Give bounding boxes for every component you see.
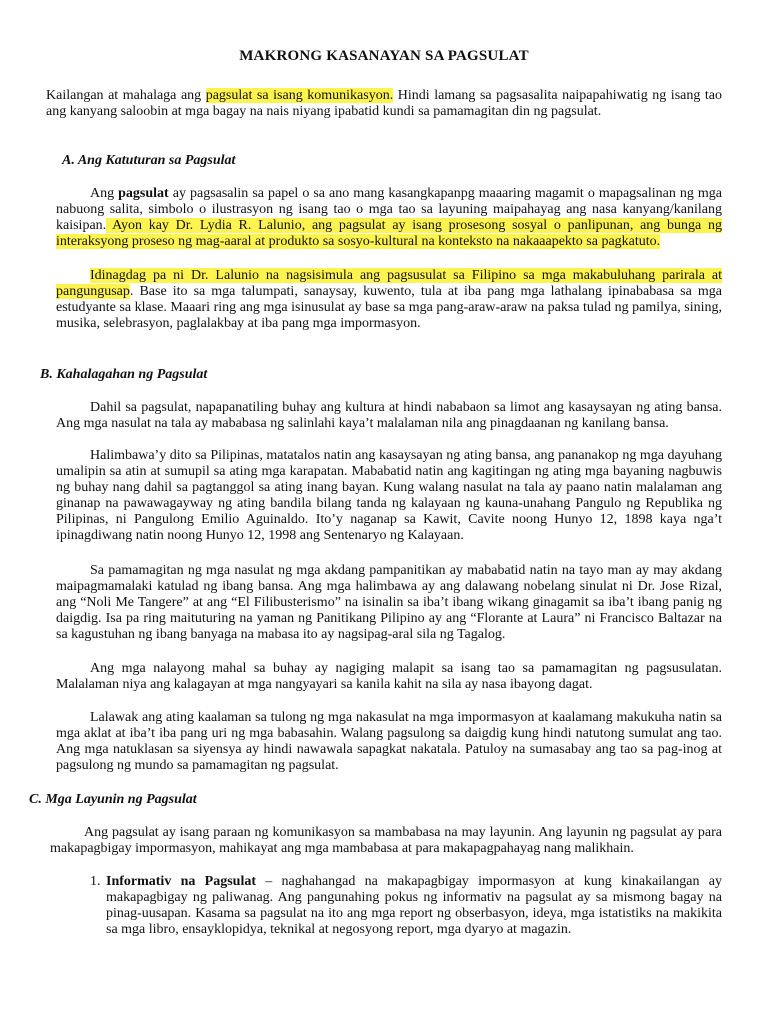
- list-item-text: – naghahangad na makapagbigay impormasyon at kung kinakailangan ay makapagbigay ng paliwanag. Ang pangunahing pokus ng informativ na pagsulat ay sa mismong bagay na pinag-uusapan. Kasama sa pagsulat na ito ang mga report ng obserbasyon, ideya, mga istatistiks na makikita sa mga libro, ensayklopidya, teknikal at negosyong report, mga dyaryo at magazin.: [106, 874, 722, 937]
- section-b-heading: B. Kahalagahan ng Pagsulat: [40, 367, 208, 382]
- intro-paragraph: [46, 88, 722, 120]
- section-c-heading: C. Mga Layunin ng Pagsulat: [29, 792, 197, 807]
- intro-highlight: pagsulat sa isang komunikasyon.: [205, 88, 394, 103]
- section-a-paragraph-2: [56, 268, 722, 332]
- list-item-term: Informativ na Pagsulat: [106, 874, 256, 889]
- section-b-paragraph-3: Sa pamamagitan ng mga nasulat ng mga akdang pampanitikan ay mababatid natin na tayo man ay may akdang maipagmamalaki katulad ng ibang bansa. Ang mga halimbawa ay ang dalawang nobelang sinulat ni Dr. Jose Rizal, ang “Noli Me Tangere” at ang “El Filibusterismo” na isinalin sa iba’t ibang wikang ginagamit sa iba’t ibang panig ng daigdig. Isa pa ring maituturing na yaman ng Panitikang Pilipino ay ang “Florante at Laura” ni Francisco Baltazar na sa kagustuhan ng ibang banyaga na mabasa ito ay nagsipag-aral sila ng Tagalog.: [56, 563, 722, 642]
- section-a-p2-post: . Base ito sa mga talumpati, sanaysay, kuwento, tula at iba pang mga lathalang ipinababasa sa mga estudyante sa klase. Maaari ring ang mga isinusulat ay base sa mga pang-araw-araw na paksa tulad ng pamilya, sining, musika, selebrasyon, paglalakbay at iba pang mga impormasyon.: [56, 284, 722, 331]
- list-item-body: [106, 874, 722, 938]
- section-b-paragraph-5: Lalawak ang ating kaalaman sa tulong ng mga nakasulat na mga impormasyon at kaalamang makukuha natin sa mga aklat at iba’t iba pang uri ng mga babasahin. Walang pagsulong sa daigdig kung hindi natutong sumulat ang tao. Ang mga natuklasan sa siyensya ay hindi nawawala sapagkat nakatala. Patuloy na sumasabay ang tao sa pag-inog at pagsulong ng mundo sa pamamagitan ng pagsulat.: [56, 710, 722, 773]
- list-item-number: 1.: [90, 874, 101, 889]
- section-b-paragraph-4: Ang mga nalayong mahal sa buhay ay nagiging malapit sa isang tao sa pamamagitan ng pagsusulatan. Malalaman niya ang kalagayan at mga nangyayari sa kanila kahit na sila ay nasa ibayong dagat.: [56, 661, 722, 692]
- list-item-informativ: [90, 874, 722, 938]
- section-a-heading: A. Ang Katuturan sa Pagsulat: [62, 153, 236, 168]
- intro-text-post: Hindi lamang sa pagsasalita naipapahiwatig ng isang tao ang kanyang saloobin at mga bagay na nais niyang ipabatid kundi sa pamamagitan din ng pagsulat.: [46, 88, 723, 119]
- term-pagsulat: pagsulat: [118, 186, 169, 201]
- section-a-p2-highlight: Idinagdag pa ni Dr. Lalunio na nagsisimula ang pagsusulat sa Filipino sa mga makabuluhang parirala at pangungusap: [56, 268, 722, 299]
- section-a-p1-mid: ay pagsasalin sa papel o sa ano mang kasangkapanpg maaaring magamit o mapagsalinan ng mga nabuong salita, simbolo o ilustrasyon ng isang tao o mga tao sa layuning maipahayag ang nasa kanyang/kanilang kaisipan.: [56, 186, 722, 233]
- section-a-p1-highlight: Ayon kay Dr. Lydia R. Lalunio, ang pagsulat ay isang prosesong sosyal o panlipunan, ang bunga ng interaksyong proseso ng mag-aaral at produkto sa sosyo-kultural na konteksto na nakaaapekto sa pagkatuto.: [56, 218, 722, 249]
- intro-text-pre: Kailangan at mahalaga ang: [46, 88, 206, 103]
- section-c-paragraph-1: Ang pagsulat ay isang paraan ng komunikasyon sa mambabasa na may layunin. Ang layunin ng pagsulat ay para makapagbigay impormasyon, mahikayat ang mga mambabasa at para makapagpahayag nang malikhain.: [50, 825, 722, 856]
- section-b-paragraph-1: Dahil sa pagsulat, napapanatiling buhay ang kultura at hindi nababaon sa limot ang kasaysayan ng ating bansa. Ang mga nasulat na tala ay mababasa ng salinlahi kaya’t malalaman nila ang pinagdaanan ng kanilang bansa.: [56, 400, 722, 431]
- section-b-paragraph-2: Halimbawa’y dito sa Pilipinas, matatalos natin ang kasaysayan ng ating bansa, ang pananakop ng mga dayuhang umalipin sa atin at sumupil sa ating mga karapatan. Mababatid natin ang kagitingan ng ating mga bayaning nagbuwis ng buhay nang dahil sa pagtanggol sa ating inang bayan. Kung walang nasulat na tala ay paano natin malalaman ang ginanap na pawawagayway ng ating bandila bilang tanda ng kalayaan ng kauna-unahang Pangulo ng Republika ng Pilipinas, ni Pangulong Emilio Aguinaldo. Ito’y naganap sa Kawit, Cavite noong Hunyo 12, 1898 kaya nga’t ipinagdiwang natin noong Hunyo 12, 1998 ang Sentenaryo ng Kalayaan.: [56, 448, 722, 543]
- section-a-paragraph-1: [56, 186, 722, 250]
- document-title: MAKRONG KASANAYAN SA PAGSULAT: [239, 48, 529, 64]
- section-a-p1-pre: Ang: [90, 186, 119, 201]
